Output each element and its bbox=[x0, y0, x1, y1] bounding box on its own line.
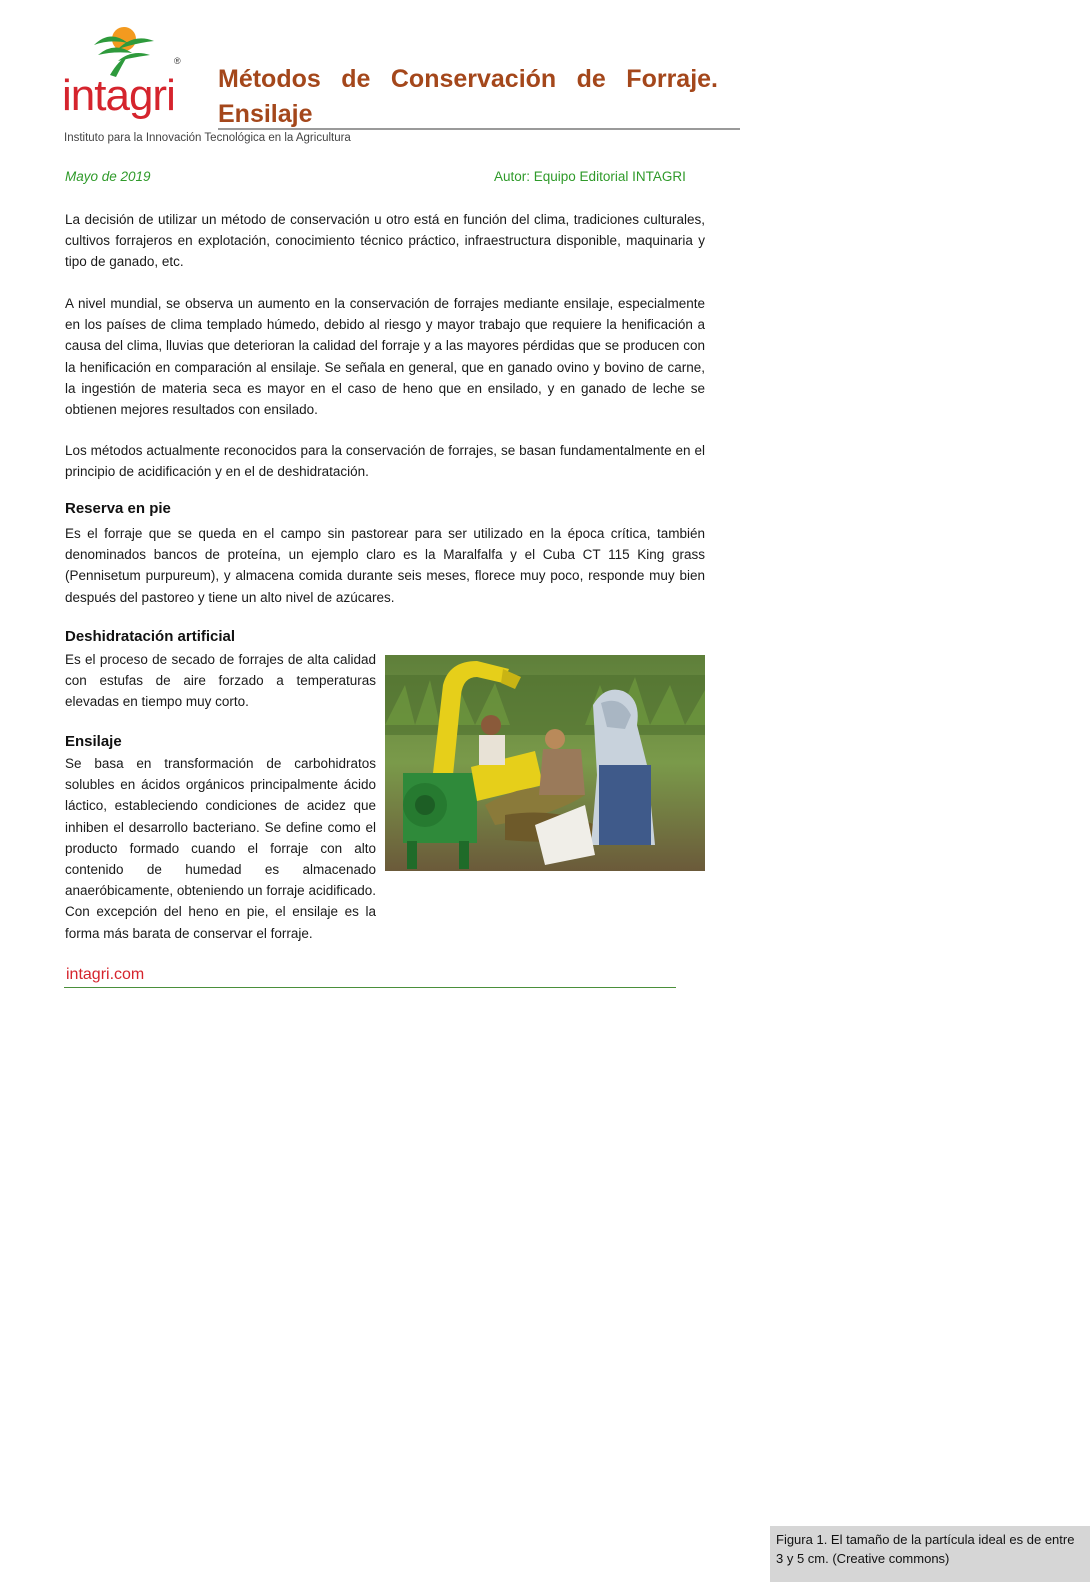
publication-date: Mayo de 2019 bbox=[65, 169, 151, 184]
intro-paragraph-3: Los métodos actualmente reconocidos para la conservación de forrajes, se basan fundamentalmente en el principio de acidificación y en el de deshidratación. bbox=[65, 443, 705, 480]
footer-website-link[interactable]: intagri.com bbox=[66, 966, 145, 983]
section-title-deshidratacion: Deshidratación artificial bbox=[65, 628, 236, 645]
page-title-line-1: Métodos de Conservación de Forraje. bbox=[218, 65, 718, 93]
header-divider bbox=[218, 128, 740, 130]
intagri-logo bbox=[62, 25, 192, 130]
section-title-reserva: Reserva en pie bbox=[65, 500, 171, 517]
logo-wordmark: intagri bbox=[62, 71, 175, 120]
figure-caption: Figura 1. El tamaño de la partícula ideal es de entre 3 y 5 cm. (Creative commons) bbox=[770, 1526, 1090, 1582]
institute-tagline: Instituto para la Innovación Tecnológica en la Agricultura bbox=[64, 132, 351, 144]
forage-chopper-photo bbox=[385, 655, 705, 871]
intro-paragraph-1: La decisión de utilizar un método de conservación u otro está en función del clima, tradiciones culturales, cultivos forrajeros en explotación, conocimiento técnico práctico, infraestructura disponible, maquinaria y tipo de ganado, etc. bbox=[65, 212, 705, 270]
section-title-ensilaje: Ensilaje bbox=[65, 733, 122, 750]
page-title bbox=[218, 62, 718, 132]
page-title-line-2: Ensilaje bbox=[218, 100, 313, 128]
figure-1 bbox=[385, 655, 1075, 1566]
section-text-reserva: Es el forraje que se queda en el campo sin pastorear para ser utilizado en la época crítica, también denominados bancos de proteína, un ejemplo claro es la Maralfalfa y el Cuba CT 115 King grass (Pennisetum purpureum), y almacena comida durante seis meses, florece muy poco, responde muy bien después del pastoreo y tiene un alto nivel de azúcares. bbox=[65, 526, 705, 605]
section-text-ensilaje: Se basa en transformación de carbohidratos solubles en ácidos orgánicos principalmente ácido láctico, estableciendo condiciones de acidez que inhiben el desarrollo bacteriano. Se define como el producto formado cuando el forraje con alto contenido de humedad es almacenado anaeróbicamente, obteniendo un forraje acidificado. Con excepción del heno en pie, el ensilaje es la forma más barata de conservar el forraje. bbox=[65, 756, 376, 941]
intro-paragraph-2: A nivel mundial, se observa un aumento en la conservación de forrajes mediante ensilaje, especialmente en los países de clima templado húmedo, debido al riesgo y mayor trabajo que requiere la henificación a causa del clima, lluvias que deterioran la calidad del forraje y a las mayores pérdidas que se producen con la henificación en comparación al ensilaje. Se señala en general, que en ganado ovino y bovino de carne, la ingestión de materia seca es mayor en el caso de heno que en ensilado, y en ganado de leche se obtienen mejores resultados con ensilado. bbox=[65, 296, 705, 418]
registered-mark: ® bbox=[174, 56, 181, 66]
author-line: Autor: Equipo Editorial INTAGRI bbox=[494, 169, 686, 184]
section-text-deshidratacion: Es el proceso de secado de forrajes de alta calidad con estufas de aire forzado a temperaturas elevadas en tiempo muy corto. bbox=[65, 652, 376, 710]
footer-divider bbox=[64, 987, 676, 988]
